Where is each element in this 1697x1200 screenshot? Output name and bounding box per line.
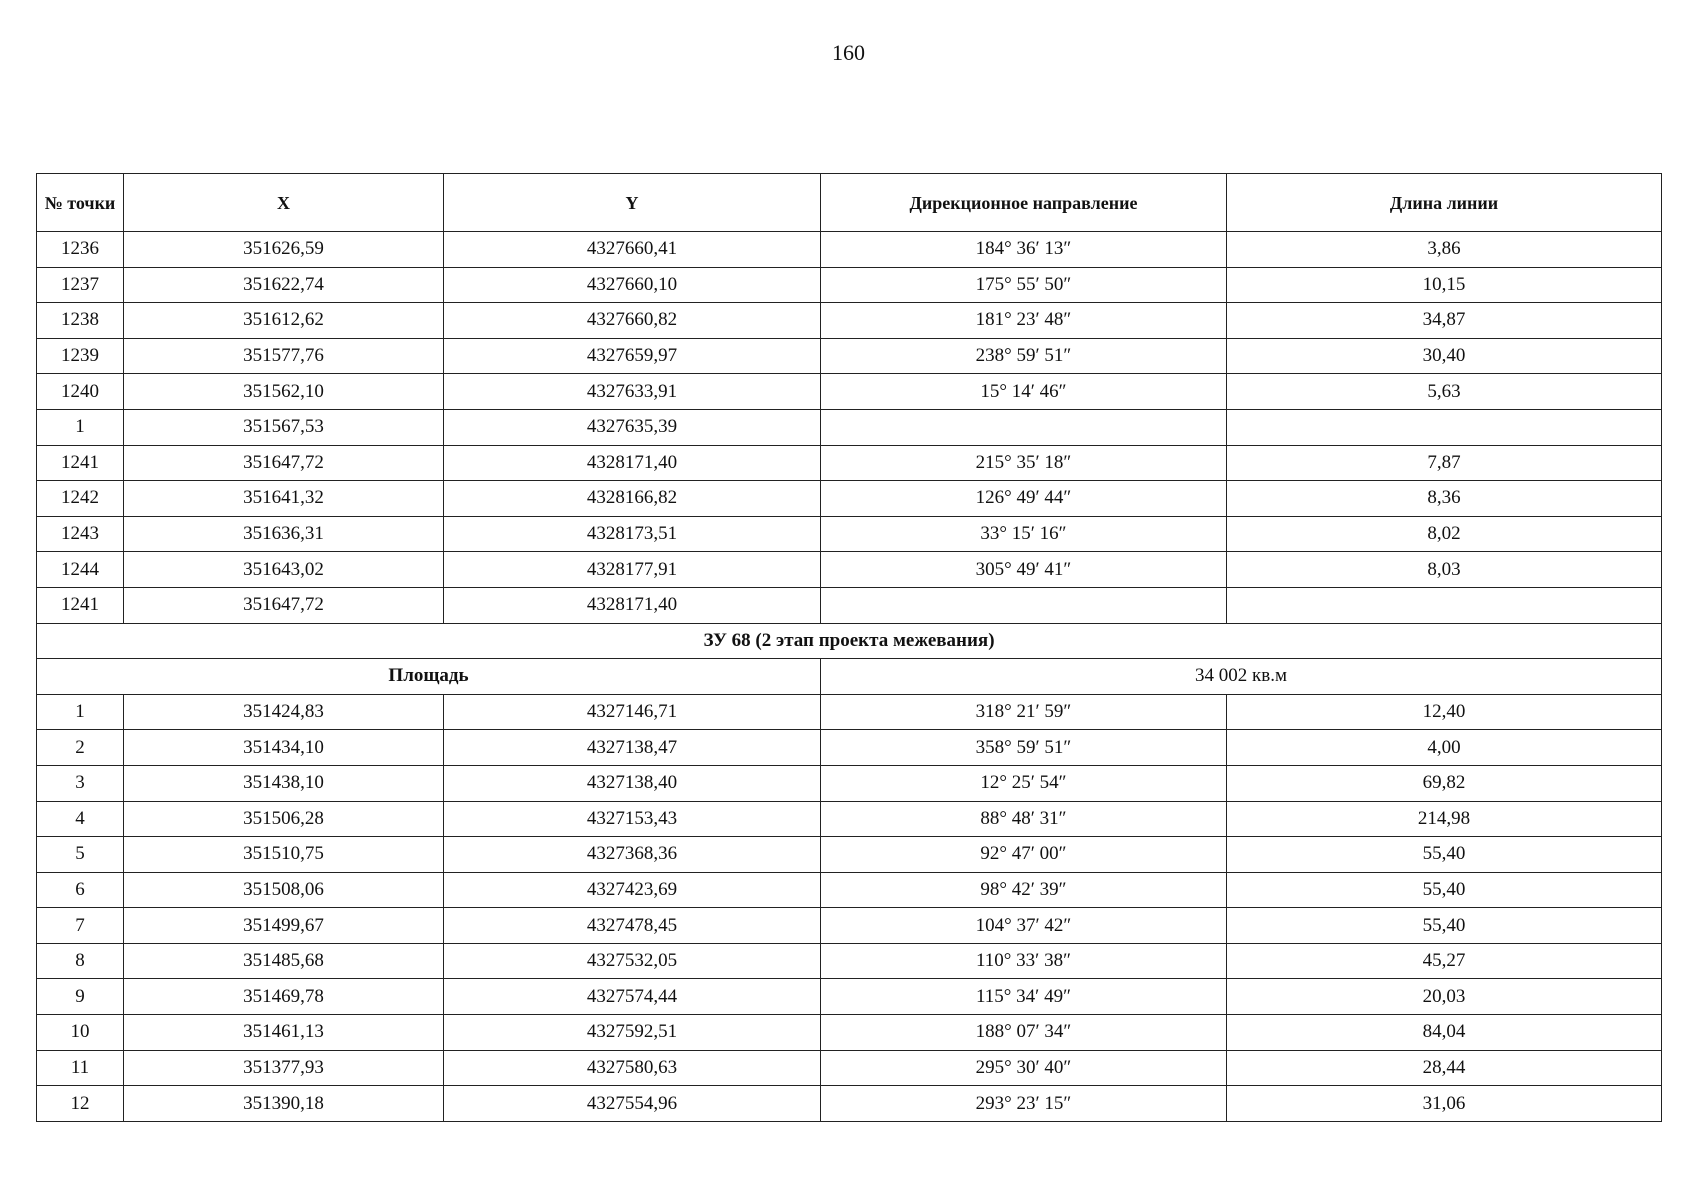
header-line-length: Длина линии: [1227, 174, 1662, 232]
point-number-cell: 2: [37, 730, 124, 766]
point-number-cell: 1: [37, 409, 124, 445]
point-number-cell: 10: [37, 1015, 124, 1051]
table-body-part-b: [37, 694, 1662, 1121]
direction-cell: 12° 25′ 54″: [821, 765, 1227, 801]
direction-cell: 115° 34′ 49″: [821, 979, 1227, 1015]
direction-cell: 88° 48′ 31″: [821, 801, 1227, 837]
direction-cell: 181° 23′ 48″: [821, 303, 1227, 339]
table-row: [37, 374, 1662, 410]
table-row: [37, 1050, 1662, 1086]
line-length-cell: 30,40: [1227, 338, 1662, 374]
point-number-cell: 11: [37, 1050, 124, 1086]
point-number-cell: 1240: [37, 374, 124, 410]
y-cell: 4328177,91: [444, 552, 821, 588]
page-number: 160: [832, 40, 865, 65]
line-length-cell: 7,87: [1227, 445, 1662, 481]
header-direction: Дирекционное направление: [821, 174, 1227, 232]
area-row: [37, 659, 1662, 695]
y-cell: 4327138,47: [444, 730, 821, 766]
y-cell: 4327574,44: [444, 979, 821, 1015]
direction-cell: 92° 47′ 00″: [821, 837, 1227, 873]
x-cell: 351622,74: [124, 267, 444, 303]
table-row: [37, 303, 1662, 339]
table-row: [37, 1015, 1662, 1051]
x-cell: 351485,68: [124, 943, 444, 979]
y-cell: 4327659,97: [444, 338, 821, 374]
header-row: [37, 174, 1662, 232]
x-cell: 351510,75: [124, 837, 444, 873]
x-cell: 351499,67: [124, 908, 444, 944]
area-value: 34 002 кв.м: [821, 659, 1662, 695]
x-cell: 351390,18: [124, 1086, 444, 1122]
table-row: [37, 837, 1662, 873]
line-length-cell: 12,40: [1227, 694, 1662, 730]
x-cell: 351562,10: [124, 374, 444, 410]
point-number-cell: 4: [37, 801, 124, 837]
table-row: [37, 552, 1662, 588]
point-number-cell: 8: [37, 943, 124, 979]
header-point-number: № точки: [37, 174, 124, 232]
direction-cell: 293° 23′ 15″: [821, 1086, 1227, 1122]
point-number-cell: 1236: [37, 232, 124, 268]
coordinates-table: [36, 173, 1662, 1122]
y-cell: 4328173,51: [444, 516, 821, 552]
line-length-cell: 55,40: [1227, 872, 1662, 908]
table-row: [37, 765, 1662, 801]
direction-cell: 318° 21′ 59″: [821, 694, 1227, 730]
table-row: [37, 409, 1662, 445]
table-row: [37, 338, 1662, 374]
x-cell: 351641,32: [124, 481, 444, 517]
x-cell: 351377,93: [124, 1050, 444, 1086]
x-cell: 351424,83: [124, 694, 444, 730]
x-cell: 351626,59: [124, 232, 444, 268]
x-cell: 351508,06: [124, 872, 444, 908]
y-cell: 4327423,69: [444, 872, 821, 908]
point-number-cell: 9: [37, 979, 124, 1015]
line-length-cell: 45,27: [1227, 943, 1662, 979]
y-cell: 4327554,96: [444, 1086, 821, 1122]
x-cell: 351643,02: [124, 552, 444, 588]
line-length-cell: 28,44: [1227, 1050, 1662, 1086]
point-number-cell: 1243: [37, 516, 124, 552]
y-cell: 4327635,39: [444, 409, 821, 445]
x-cell: 351434,10: [124, 730, 444, 766]
table-body-part-a: [37, 232, 1662, 624]
y-cell: 4328171,40: [444, 445, 821, 481]
table-row: [37, 1086, 1662, 1122]
direction-cell: 184° 36′ 13″: [821, 232, 1227, 268]
y-cell: 4328171,40: [444, 587, 821, 623]
y-cell: 4327532,05: [444, 943, 821, 979]
direction-cell: 305° 49′ 41″: [821, 552, 1227, 588]
line-length-cell: 10,15: [1227, 267, 1662, 303]
direction-cell: 188° 07′ 34″: [821, 1015, 1227, 1051]
direction-cell: 15° 14′ 46″: [821, 374, 1227, 410]
point-number-cell: 1238: [37, 303, 124, 339]
point-number-cell: 7: [37, 908, 124, 944]
direction-cell: 110° 33′ 38″: [821, 943, 1227, 979]
point-number-cell: 5: [37, 837, 124, 873]
x-cell: 351567,53: [124, 409, 444, 445]
direction-cell: 358° 59′ 51″: [821, 730, 1227, 766]
point-number-cell: 1237: [37, 267, 124, 303]
line-length-cell: 3,86: [1227, 232, 1662, 268]
x-cell: 351612,62: [124, 303, 444, 339]
point-number-cell: 1239: [37, 338, 124, 374]
y-cell: 4327368,36: [444, 837, 821, 873]
line-length-cell: 20,03: [1227, 979, 1662, 1015]
direction-cell: 33° 15′ 16″: [821, 516, 1227, 552]
point-number-cell: 3: [37, 765, 124, 801]
direction-cell: [821, 587, 1227, 623]
table-row: [37, 445, 1662, 481]
point-number-cell: 1241: [37, 587, 124, 623]
line-length-cell: 55,40: [1227, 837, 1662, 873]
table-row: [37, 267, 1662, 303]
line-length-cell: 31,06: [1227, 1086, 1662, 1122]
line-length-cell: 214,98: [1227, 801, 1662, 837]
y-cell: 4327138,40: [444, 765, 821, 801]
direction-cell: 295° 30′ 40″: [821, 1050, 1227, 1086]
point-number-cell: 1: [37, 694, 124, 730]
direction-cell: 175° 55′ 50″: [821, 267, 1227, 303]
line-length-cell: 4,00: [1227, 730, 1662, 766]
line-length-cell: 69,82: [1227, 765, 1662, 801]
header-x: X: [124, 174, 444, 232]
direction-cell: 238° 59′ 51″: [821, 338, 1227, 374]
table-row: [37, 516, 1662, 552]
section-title-row: [37, 623, 1662, 659]
x-cell: 351438,10: [124, 765, 444, 801]
table-row: [37, 587, 1662, 623]
line-length-cell: [1227, 409, 1662, 445]
table-row: [37, 730, 1662, 766]
table-row: [37, 979, 1662, 1015]
line-length-cell: 55,40: [1227, 908, 1662, 944]
line-length-cell: 8,03: [1227, 552, 1662, 588]
direction-cell: [821, 409, 1227, 445]
line-length-cell: 84,04: [1227, 1015, 1662, 1051]
table-row: [37, 943, 1662, 979]
y-cell: 4327660,10: [444, 267, 821, 303]
line-length-cell: 5,63: [1227, 374, 1662, 410]
section-block: [37, 623, 1662, 694]
x-cell: 351461,13: [124, 1015, 444, 1051]
point-number-cell: 1242: [37, 481, 124, 517]
line-length-cell: 8,36: [1227, 481, 1662, 517]
direction-cell: 215° 35′ 18″: [821, 445, 1227, 481]
x-cell: 351647,72: [124, 587, 444, 623]
direction-cell: 104° 37′ 42″: [821, 908, 1227, 944]
area-label: Площадь: [37, 659, 821, 695]
y-cell: 4327580,63: [444, 1050, 821, 1086]
point-number-cell: 1241: [37, 445, 124, 481]
y-cell: 4327592,51: [444, 1015, 821, 1051]
point-number-cell: 1244: [37, 552, 124, 588]
y-cell: 4328166,82: [444, 481, 821, 517]
x-cell: 351469,78: [124, 979, 444, 1015]
y-cell: 4327478,45: [444, 908, 821, 944]
header-y: Y: [444, 174, 821, 232]
line-length-cell: [1227, 587, 1662, 623]
x-cell: 351577,76: [124, 338, 444, 374]
y-cell: 4327153,43: [444, 801, 821, 837]
direction-cell: 126° 49′ 44″: [821, 481, 1227, 517]
x-cell: 351506,28: [124, 801, 444, 837]
direction-cell: 98° 42′ 39″: [821, 872, 1227, 908]
table-row: [37, 694, 1662, 730]
section-title: ЗУ 68 (2 этап проекта межевания): [37, 623, 1662, 659]
table-row: [37, 801, 1662, 837]
table-row: [37, 872, 1662, 908]
y-cell: 4327660,82: [444, 303, 821, 339]
line-length-cell: 8,02: [1227, 516, 1662, 552]
y-cell: 4327146,71: [444, 694, 821, 730]
table-row: [37, 481, 1662, 517]
table-row: [37, 232, 1662, 268]
table-row: [37, 908, 1662, 944]
line-length-cell: 34,87: [1227, 303, 1662, 339]
x-cell: 351647,72: [124, 445, 444, 481]
point-number-cell: 12: [37, 1086, 124, 1122]
y-cell: 4327633,91: [444, 374, 821, 410]
y-cell: 4327660,41: [444, 232, 821, 268]
x-cell: 351636,31: [124, 516, 444, 552]
point-number-cell: 6: [37, 872, 124, 908]
